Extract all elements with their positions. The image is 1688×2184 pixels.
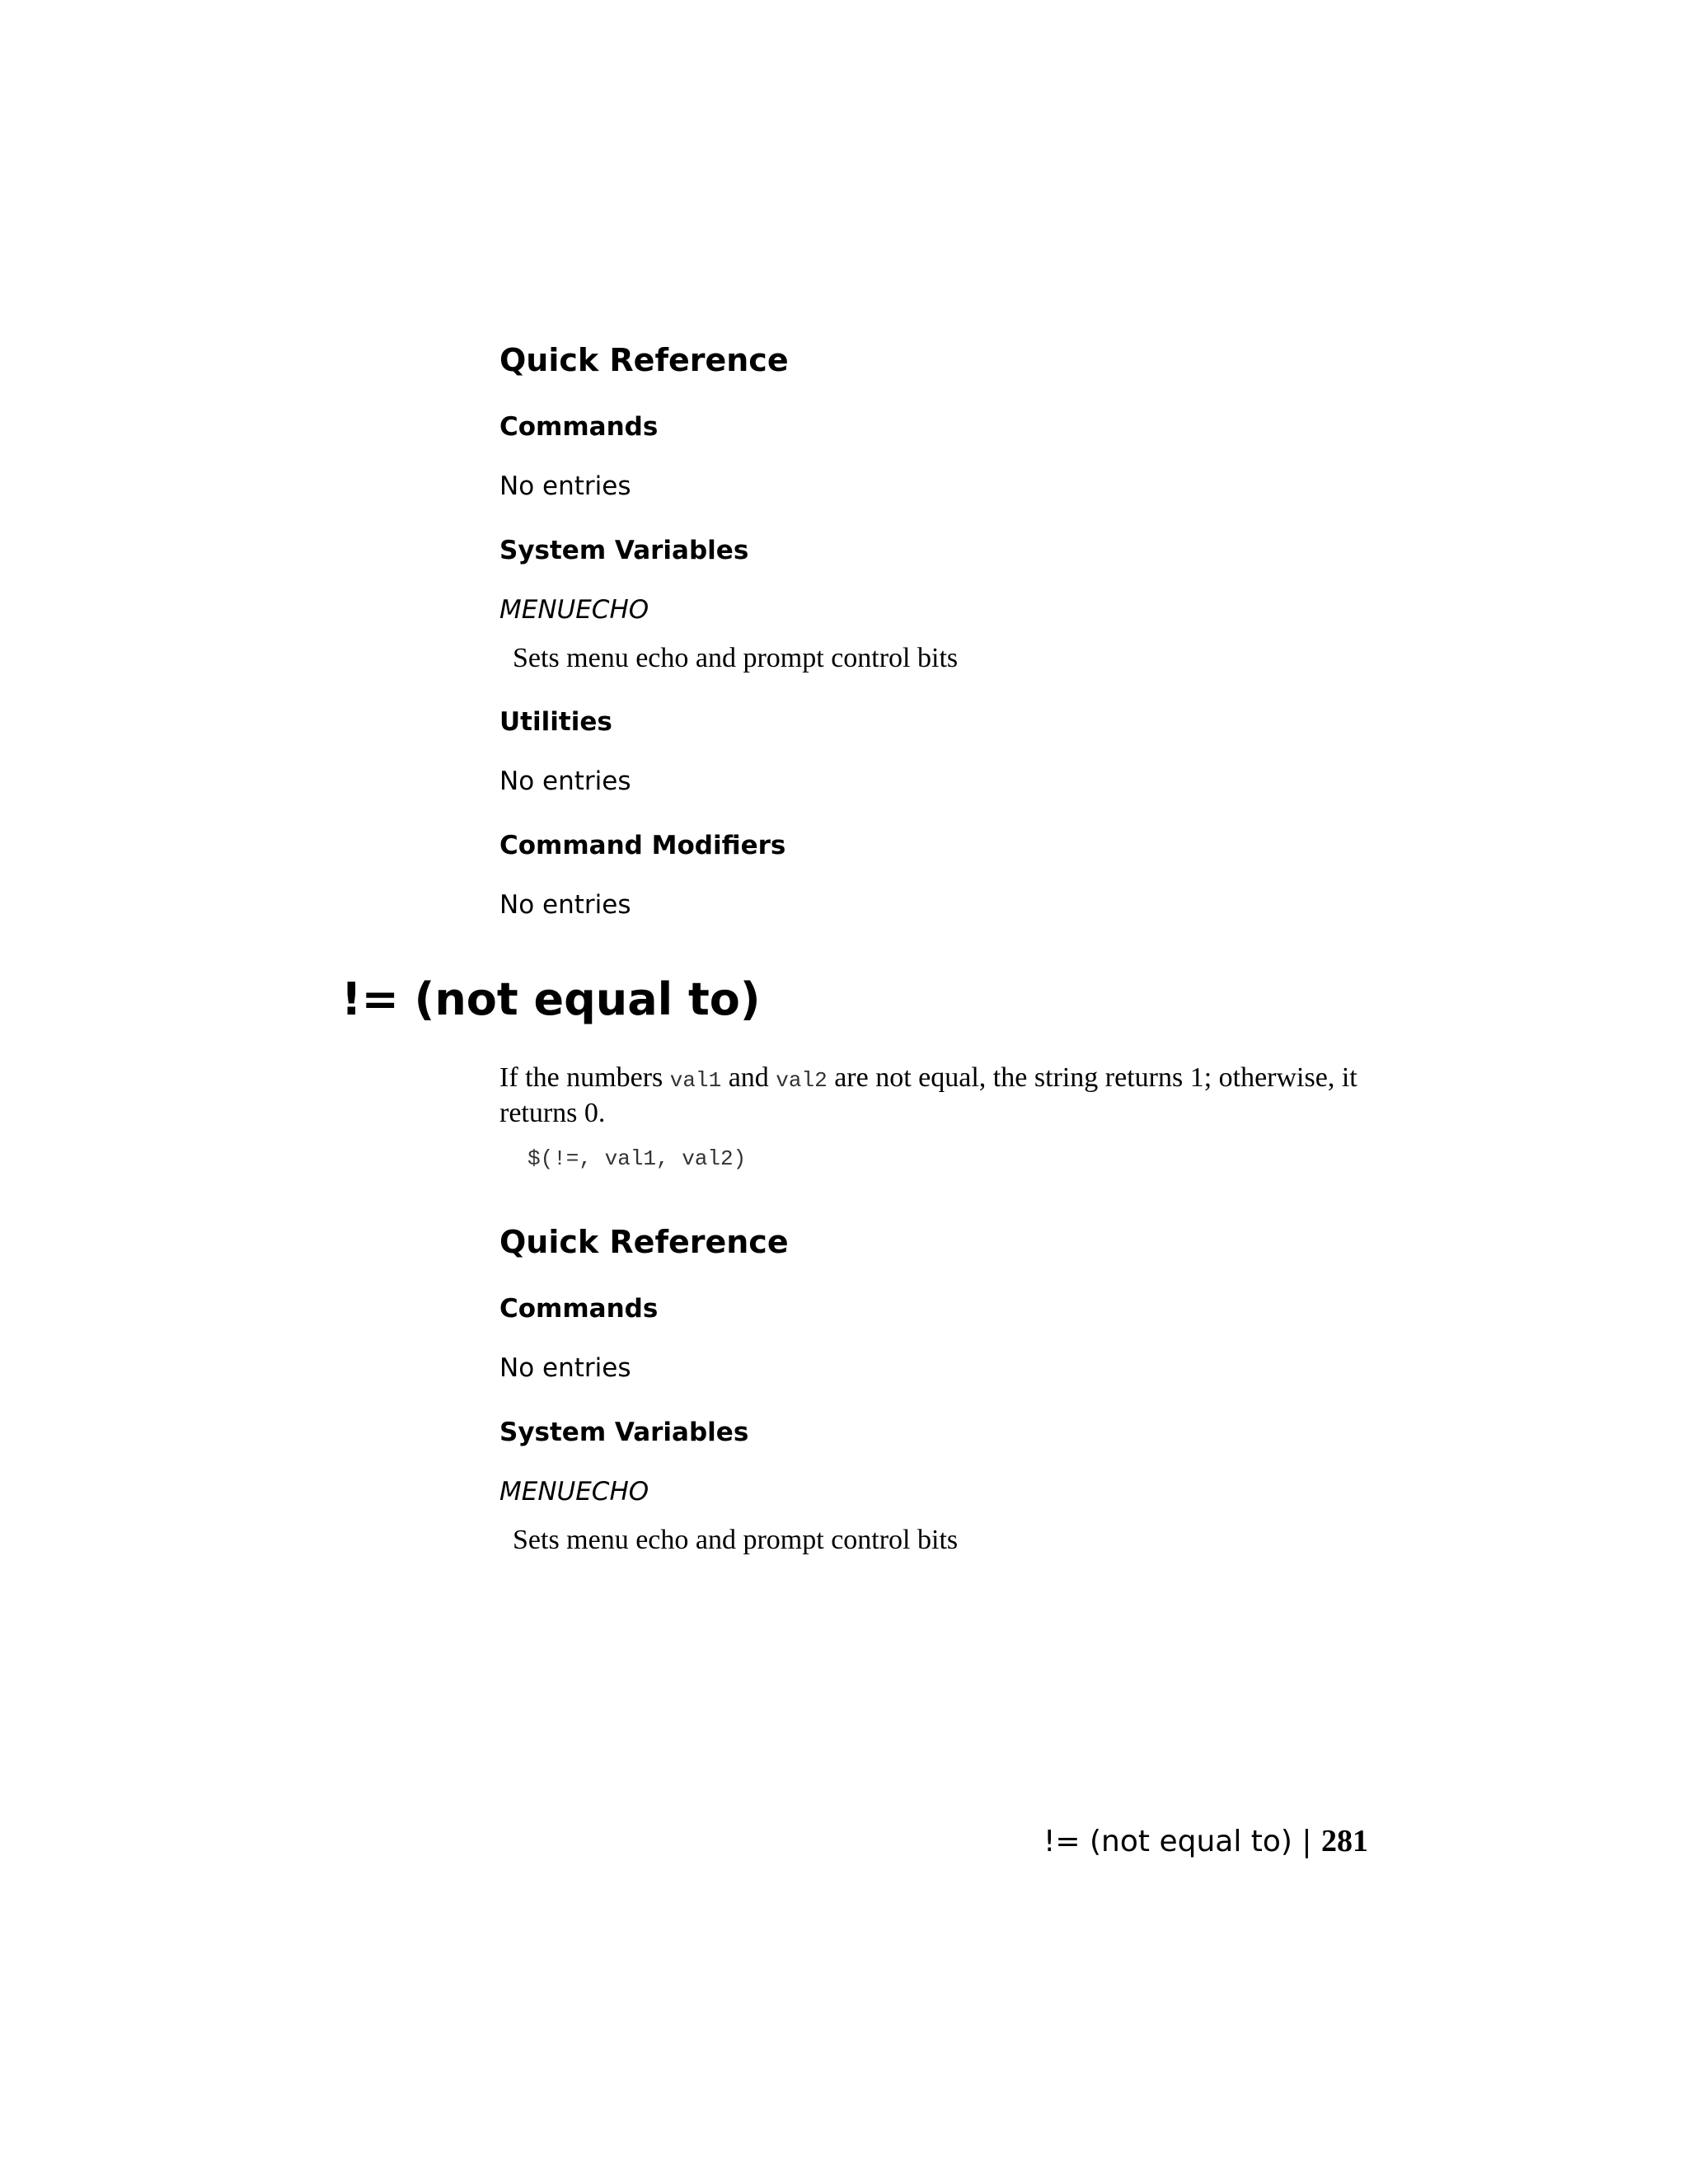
page-footer (1043, 1825, 1368, 1857)
commands-value: No entries (499, 1353, 631, 1383)
system-variable-description: Sets menu echo and prompt control bits (513, 643, 959, 673)
entry-description (499, 1062, 1373, 1130)
utilities-heading: Utilities (499, 707, 612, 737)
footer-separator: | (1301, 1825, 1312, 1858)
utilities-value: No entries (499, 766, 631, 796)
footer-running-title: != (not equal to) (1043, 1825, 1292, 1858)
commands-value: No entries (499, 471, 631, 501)
system-variable-description: Sets menu echo and prompt control bits (513, 1525, 959, 1555)
commands-heading: Commands (499, 1294, 659, 1324)
system-variable-name: MENUECHO (499, 1477, 649, 1507)
page-number: 281 (1321, 1824, 1368, 1858)
commands-heading: Commands (499, 412, 659, 442)
quick-reference-heading: Quick Reference (499, 342, 789, 378)
description-text: If the numbers (499, 1062, 670, 1093)
command-modifiers-heading: Command Modifiers (499, 831, 786, 860)
system-variables-heading: System Variables (499, 1418, 749, 1447)
quick-reference-heading: Quick Reference (499, 1224, 789, 1260)
system-variable-name: MENUECHO (499, 595, 649, 625)
description-text: are not equal, the string returns 1; otherwise, it returns 0. (499, 1062, 1357, 1128)
description-text: and (721, 1062, 776, 1093)
inline-code-val2: val2 (776, 1068, 828, 1093)
system-variables-heading: System Variables (499, 536, 749, 565)
inline-code-val1: val1 (669, 1068, 722, 1093)
command-modifiers-value: No entries (499, 890, 631, 920)
syntax-code: $(!=, val1, val2) (528, 1146, 747, 1171)
entry-title: != (not equal to) (341, 973, 761, 1025)
